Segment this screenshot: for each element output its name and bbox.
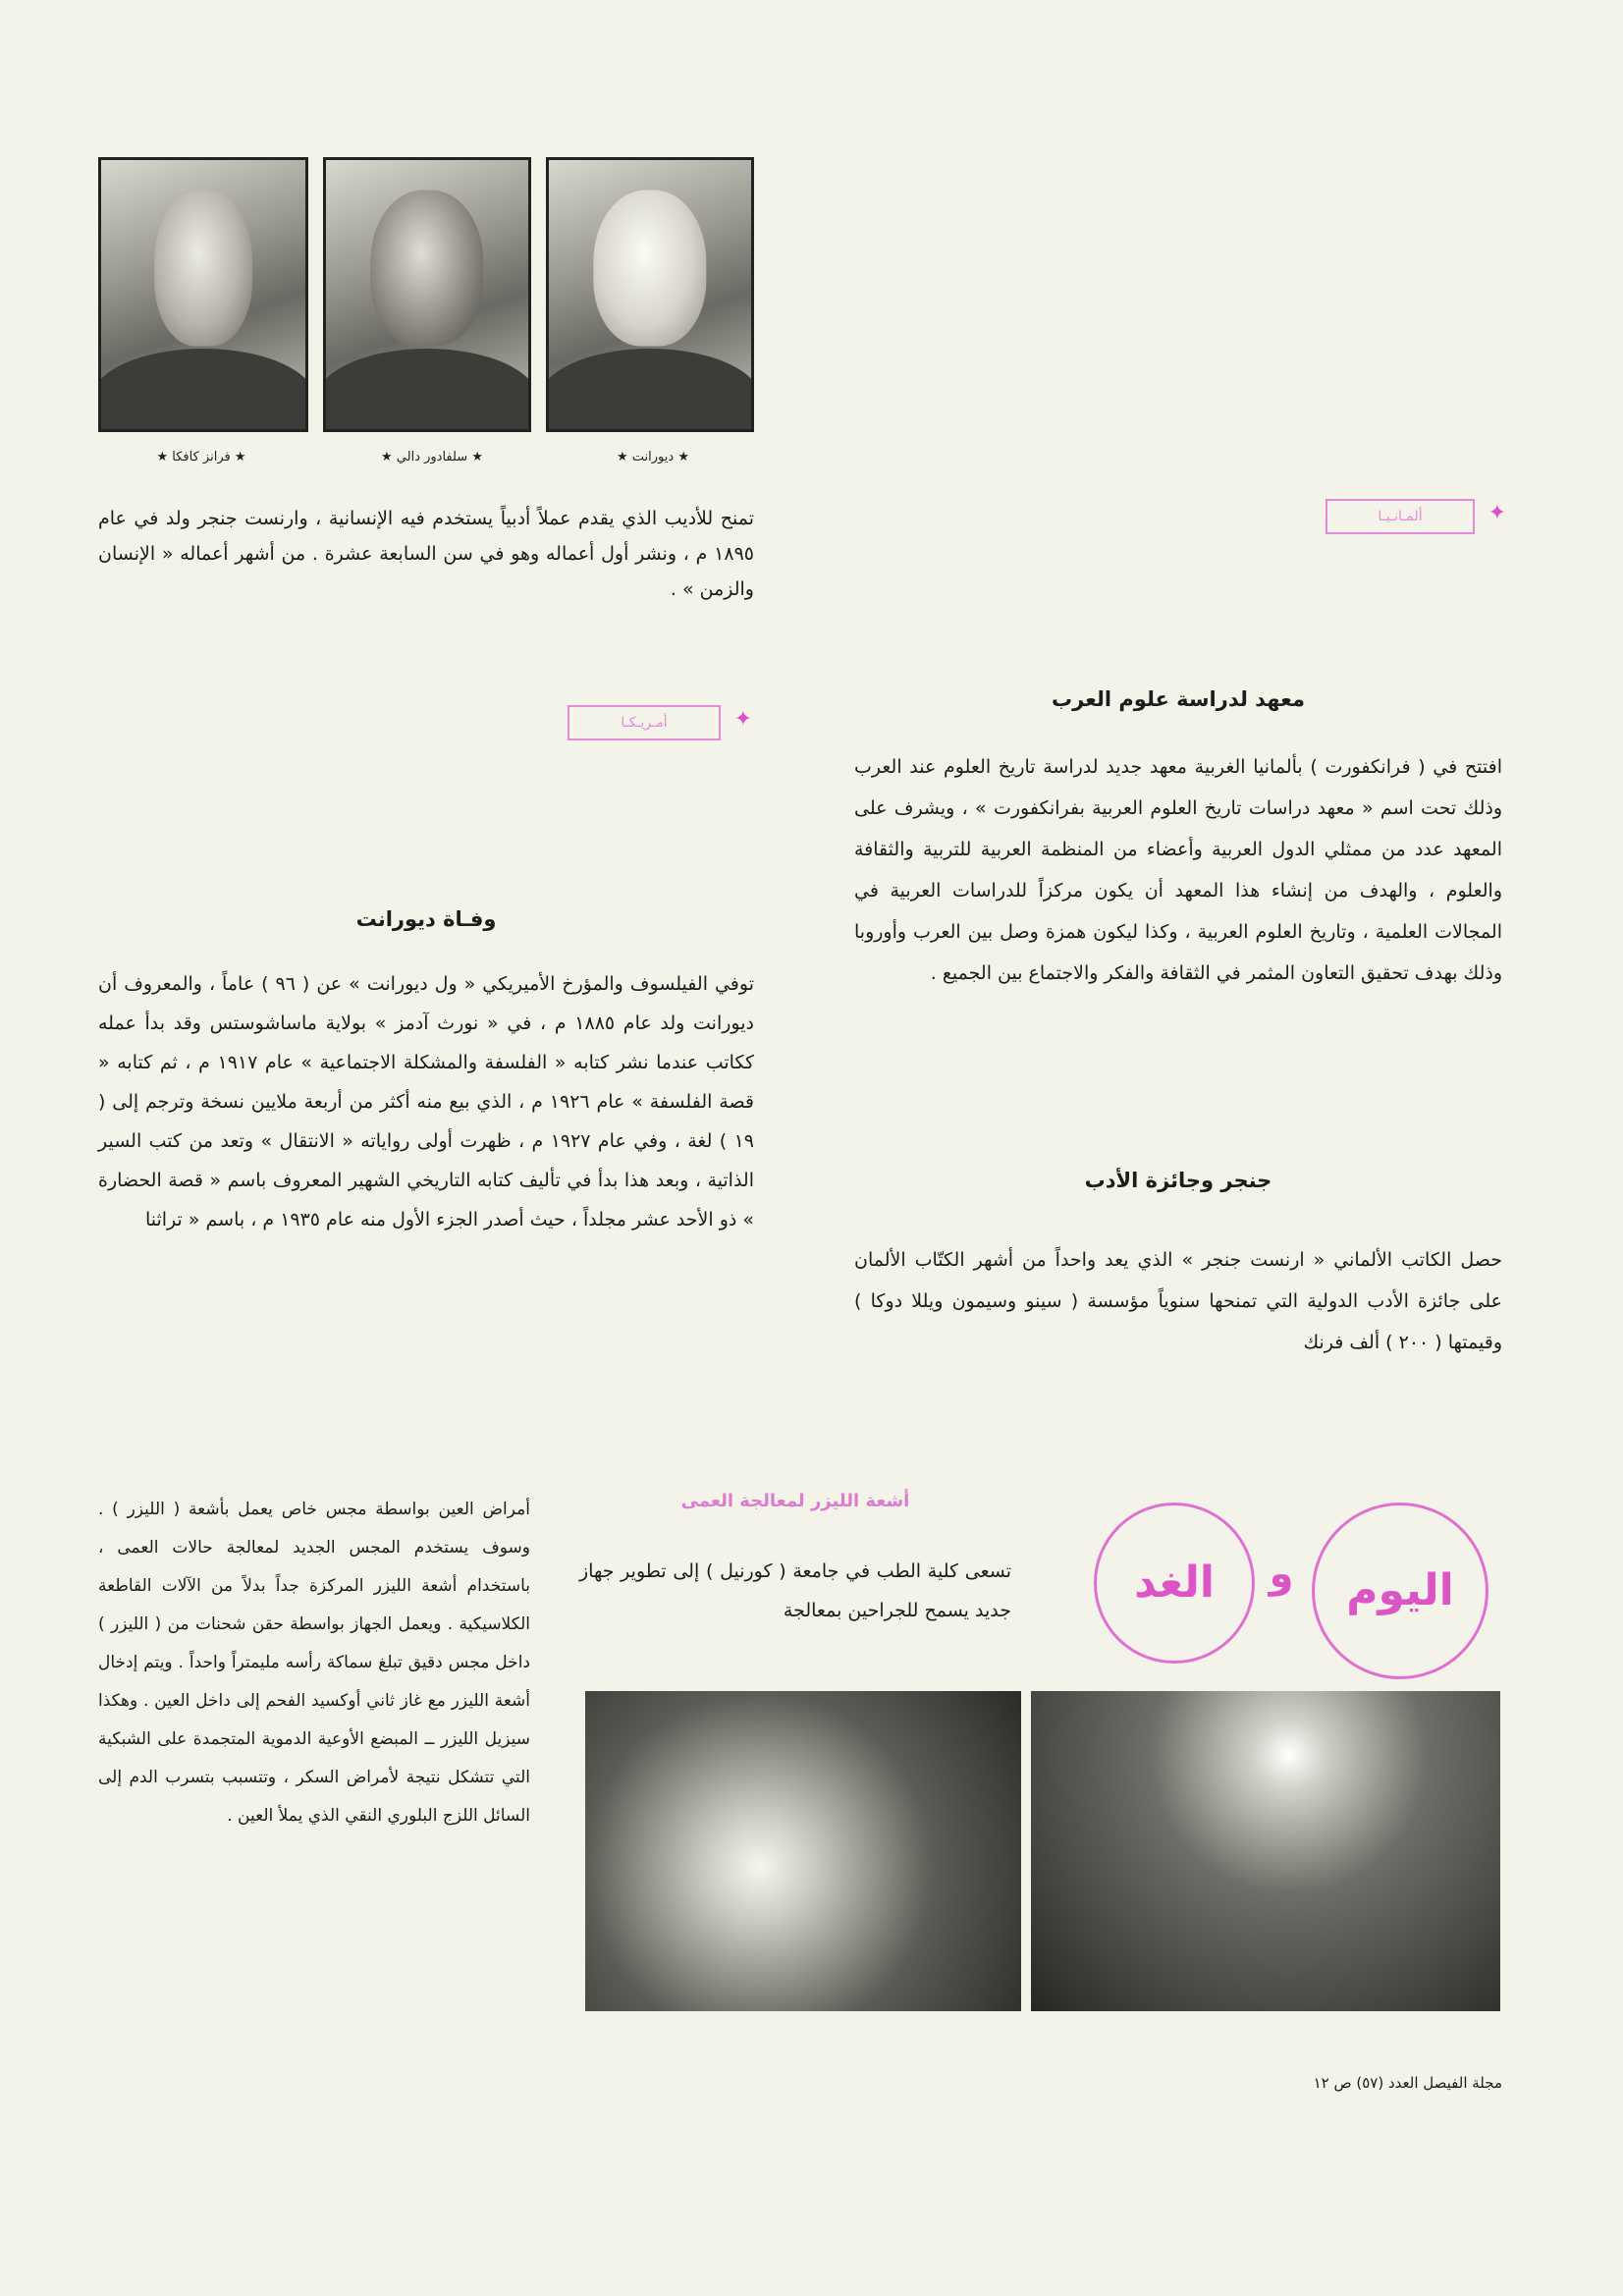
tag-america-label: أمـريـكـا (568, 705, 721, 740)
photo-dali (323, 157, 531, 432)
durant-title: وفـاة ديورانت (355, 907, 497, 931)
caption-kafka: ★ فرانز كافكا ★ (156, 450, 246, 465)
durant-body: توفي الفيلسوف والمؤرخ الأميريكي « ول ديورانت » عن ( ٩٦ ) عاماً ، والمعروف أن ديورانت ولد عام ١٨٨٥ م ، في « نورث آدمز » بولاية ماساشوستس وقد بدأ عمله ككاتب عندما نشر كتابه « الفلسفة والمشكلة الاجتماعية » عام ١٩١٧ م ، ثم كتابه « قصة الفلسفة » عام ١٩٢٦ م ، الذي بيع منه أكثر من أربعة ملايين نسخة وترجم إلى ( ١٩ ) لغة ، وفي عام ١٩٢٧ م ، ظهرت أولى رواياته « الانتقال » وتعد من كتب السير الذاتية ، وبعد هذا بدأ في تأليف كتابه التاريخي الشهير المعروف باسم « قصة الحضارة » ذو الأحد عشر مجلداً ، حيث أصدر الجزء الأول منه عام ١٩٣٥ م ، باسم « تراثنا (98, 973, 755, 1230)
institute-title: معهد لدراسة علوم العرب (1051, 687, 1306, 711)
caption-durant: ★ ديورانت ★ (617, 450, 689, 465)
photo-laser-device (1031, 1691, 1500, 2011)
star-icon: ✦ (733, 707, 752, 732)
photo-kafka (98, 157, 308, 432)
caption-dali: ★ سلفادور دالي ★ (381, 450, 483, 465)
page-footer: مجلة الفيصل العدد (٥٧) ص ١٢ (1313, 2074, 1502, 2092)
laser-intro: تسعى كلية الطب في جامعة ( كورنيل ) إلى تطوير جهاز جديد يسمح للجراحين بمعالجة (579, 1560, 1011, 1621)
junger-continuation: تمنح للأديب الذي يقدم عملاً أدبياً يستخدم فيه الإنسانية ، وارنست جنجر ولد في عام ١٨٩٥ م ، ونشر أول أعماله وهو في سن السابعة عشرة . من أشهر أعماله « الإنسان والزمن » . (98, 508, 754, 600)
star-icon: ✦ (1488, 501, 1506, 525)
junger-body: حصل الكاتب الألماني « ارنست جنجر » الذي يعد واحداً من أشهر الكتّاب الألمان على جائزة الأدب الدولية التي تمنحها سنوياً مؤسسة ( سينو وسيمون ويللا دوكا ) وقيمتها ( ٢٠٠ ) ألف فرنك (854, 1249, 1502, 1353)
junger-title: جنجر وجائزة الأدب (1084, 1169, 1272, 1192)
laser-title: أشعة الليزر لمعالجة العمى (680, 1491, 910, 1511)
section-tag-germany (1325, 499, 1506, 534)
logo-connector: و (1269, 1552, 1294, 1597)
photo-durant (546, 157, 754, 432)
photo-laser-eye (585, 1691, 1021, 2011)
logo-circle-today (1312, 1503, 1488, 1679)
section-tag-america (568, 705, 752, 740)
logo-circle-tomorrow (1094, 1503, 1255, 1664)
tag-germany-label: ألمـانـيـا (1325, 499, 1475, 534)
laser-column: أمراض العين بواسطة مجس خاص يعمل بأشعة ( الليزر ) . وسوف يستخدم المجس الجديد لمعالجة حالات العمى ، باستخدام أشعة الليزر المركزة جداً بدلاً من الآلات القاطعة الكلاسيكية . ويعمل الجهاز بواسطة حقن شحنات من ( الليزر ) داخل مجس دقيق تبلغ سماكة رأسه مليمتراً واحداً . ويتم إدخال أشعة الليزر مع غاز ثاني أوكسيد الفحم إلى داخل العين . وهكذا سيزيل الليزر ــ المبضع الأوعية الدموية المتجمدة على الشبكية التي تتشكل نتيجة لأمراض السكر ، وتتسبب بتسرب الدم إلى السائل اللزج البلوري النقي الذي يملأ العين . (98, 1500, 530, 1826)
logo-today-text: اليوم (1346, 1565, 1454, 1615)
institute-body: افتتح في ( فرانكفورت ) بألمانيا الغربية معهد جديد لدراسة تاريخ العلوم عند العرب وذلك تحت اسم « معهد دراسات تاريخ العلوم العربية بفرانكفورت » ، ويشرف على المعهد عدد من ممثلي الدول العربية وأعضاء من المنظمة العربية للتربية والثقافة والعلوم ، والهدف من إنشاء هذا المعهد أن يكون مركزاً للدراسات العربية في المجالات العلمية ، وتاريخ العلوم العربية ، وكذا ليكون همزة وصل بين العرب وأوروبا وذلك بهدف تحقيق التعاون المثمر في الثقافة والفكر والاجتماع بين الجميع . (854, 756, 1502, 984)
logo-tomorrow-text: الغد (1134, 1558, 1215, 1608)
